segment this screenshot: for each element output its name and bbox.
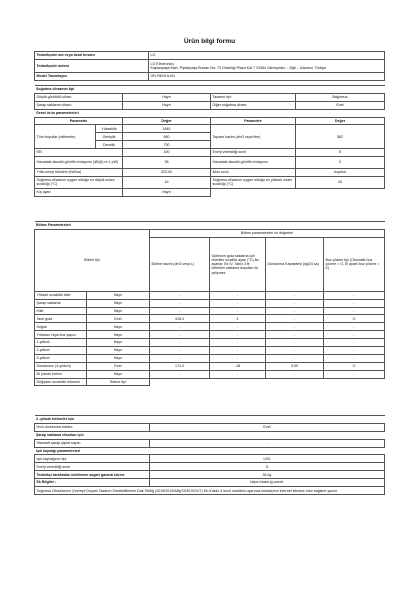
compartment-temp: - [210, 347, 266, 355]
eei-value: 100 [123, 149, 211, 157]
compartment-freeze-capacity: - [266, 307, 324, 315]
compartment-temp: - [210, 323, 266, 331]
compartment-row [35, 362, 385, 370]
compartment-defrost-type: O [324, 315, 385, 323]
col-defrost-header: Buz çözme tipi (Otomatik buz çözme = O, El ayarlı buz çözme = E) [324, 237, 385, 291]
climate-class-label: İklim sınıfı [211, 169, 296, 177]
compartment-name: Soğuk [35, 323, 87, 331]
compartment-freeze-capacity: - [266, 339, 324, 347]
wine-bottles-label: Standart şarap şişesi sayısı [35, 439, 150, 447]
winter-label: Kış ayarı [35, 188, 123, 196]
compartment-temp: - [210, 299, 266, 307]
col-param-2: Parametre [211, 117, 296, 125]
noise-class-value: C [296, 157, 385, 169]
compartment-defrost-type: - [324, 291, 385, 299]
compartment-defrost-type: - [324, 323, 385, 331]
compartment-present: Hayır [87, 291, 150, 299]
appliance-type-heading: Soğutma cihazının tipi [35, 86, 385, 94]
wine-storage-value: Hayır [123, 101, 211, 109]
compartment-temp: - [210, 291, 266, 299]
compartment-type-header: Bölme tipi [35, 229, 150, 291]
total-volume-label: Toplam hacim (dm3 veya litre) [211, 125, 296, 149]
extras-table [34, 415, 385, 495]
compartment-volume: - [150, 370, 210, 378]
compartment-present: Hayır [87, 370, 150, 378]
dim-height-value: 1840 [123, 125, 211, 133]
dim-width-value: 860 [123, 133, 211, 141]
col-freeze-header: Dondurma Kapasitesi (kg/24 sa) [266, 237, 324, 291]
compartment-name: Taze gıda [35, 315, 87, 323]
light-class-label: Enerji verimliliği sınıfı [35, 463, 150, 471]
compartment-freeze-capacity: - [266, 291, 324, 299]
supplier-name-label: Tedarikçinin adı veya ticari ünvanı [35, 52, 149, 60]
compartment-row [35, 347, 385, 355]
page-title: Ürün bilgi formu [183, 38, 236, 45]
compartment-row [35, 299, 385, 307]
energy-class-label: Enerji verimliliği sınıfı [211, 149, 296, 157]
compartment-present: Hayır [87, 354, 150, 362]
general-table [34, 85, 385, 197]
four-star-heading: 4 -yıldızlı bölmeler için [35, 416, 385, 424]
min-temp-value: 16 [123, 176, 211, 188]
low-noise-value: Hayır [123, 93, 211, 101]
quick-freeze-label: Hızlı dondurma imkânı [35, 423, 150, 431]
supplier-address-line2: Kaptanpaşa Mah. Piyalepaşa Bulvarı No: 73 Ortaklığı Plaza Kat 7 34384 Okmeydanı – Şişli – İstanbul, Türkiye [150, 65, 327, 70]
compartment-present: Hayır [87, 331, 150, 339]
compartment-freeze-capacity: - [266, 323, 324, 331]
warranty-value: 36 Ay [150, 471, 385, 479]
compartment-temp: - [210, 354, 266, 362]
supplier-name: LG [149, 52, 385, 60]
compartment-row [35, 354, 385, 362]
info-label: Ek Bilgiler : [35, 479, 150, 487]
compartment-present: Hayır [87, 323, 150, 331]
total-volume-value: 582 [296, 125, 385, 149]
dim-height-label: Yükseklik [96, 125, 123, 133]
general-heading: Genel ürün parametreleri [35, 109, 385, 117]
compartment-temp: - [210, 331, 266, 339]
low-noise-label: Düşük gürültülü cihaz: [35, 93, 123, 101]
other-appliance-value: Evet [296, 101, 385, 109]
compartment-defrost-type: - [324, 339, 385, 347]
compartment-defrost-type: - [324, 299, 385, 307]
design-type-label: Tasarım tipi: [211, 93, 296, 101]
compartment-volume: - [150, 323, 210, 331]
eei-label: EEI [35, 149, 123, 157]
warranty-label: Tedarikçi tarafından belirlenen asgari garanti süresi [35, 471, 150, 479]
compartment-volume: - [150, 331, 210, 339]
supplier-table [34, 51, 385, 81]
compartment-freeze-capacity: - [266, 347, 324, 355]
col-value-1: Değer [123, 117, 211, 125]
noise-db-label: Havadaki akustik gürültü emisyonu (dB(A) re 1 pW) [35, 157, 123, 169]
compartment-name: Yüksek sıcaklıklı kiler [35, 291, 87, 299]
compartment-temp: - [210, 307, 266, 315]
compartment-volume: 418.0 [150, 315, 210, 323]
wine-storage-label: Şarap saklama cihazı: [35, 101, 123, 109]
other-appliance-label: Diğer soğutma cihazı: [211, 101, 296, 109]
light-class-value: G [150, 463, 385, 471]
compartment-defrost-type: - [324, 370, 385, 378]
variable-spacer [150, 378, 385, 386]
compartment-freeze-capacity: 9.00 [266, 362, 324, 370]
compartment-freeze-capacity: - [266, 315, 324, 323]
annual-energy-label: Yıllık enerji tüketimi (kWh/a) [35, 169, 123, 177]
energy-class-value: E [296, 149, 385, 157]
compartment-defrost-type: O [324, 362, 385, 370]
compartment-table [34, 221, 385, 386]
design-type-value: Bağımsız [296, 93, 385, 101]
compartment-present: Evet [87, 362, 150, 370]
max-temp-label: Soğutma cihazının uygun olduğu en yüksek ortam sıcaklığı (°C) [211, 176, 296, 188]
model-value: GR-F802HLHU [149, 72, 385, 80]
compartment-freeze-capacity: - [266, 354, 324, 362]
dim-depth-label: Derinlik [96, 141, 123, 149]
compartment-present: Hayır [87, 347, 150, 355]
compartment-volume: - [150, 299, 210, 307]
col-value-2: Değer [296, 117, 385, 125]
quick-freeze-value: Evet [150, 423, 385, 431]
compartment-volume: 174.0 [150, 362, 210, 370]
supplier-address-label: Tedarikçinin adresi [35, 59, 149, 72]
compartment-present: Evet [87, 315, 150, 323]
compartment-freeze-capacity: - [266, 299, 324, 307]
compartment-temp: 4 [210, 315, 266, 323]
compartment-name: İki yıldızlı bölüm [35, 370, 87, 378]
climate-class-value: tropikal [296, 169, 385, 177]
noise-db-value: 38 [123, 157, 211, 169]
col-param-1: Parametre [35, 117, 123, 125]
compartment-row [35, 339, 385, 347]
min-temp-label: Soğutma cihazının uygun olduğu en düşük ortam sıcaklığı (°C) [35, 176, 123, 188]
compartment-temp: -18 [210, 362, 266, 370]
light-heading: Işık kaynağı parametreleri [35, 447, 385, 455]
winter-spacer [211, 188, 385, 196]
compartment-freeze-capacity: - [266, 370, 324, 378]
compartment-name: Kiler [35, 307, 87, 315]
compartment-name: Yıldızsız veya buz yapıcı [35, 331, 87, 339]
dim-depth-value: 730 [123, 141, 211, 149]
compartment-present: Hayır [87, 339, 150, 347]
compartment-name: Şarap saklama [35, 299, 87, 307]
compartment-volume: - [150, 339, 210, 347]
compartment-temp: - [210, 370, 266, 378]
compartment-row [35, 315, 385, 323]
variable-compartment-value: Bölme tipi [87, 378, 150, 386]
compartment-volume: - [150, 307, 210, 315]
variable-compartment-label: Değişken sıcaklıklı bölmesi [35, 378, 87, 386]
compartment-row [35, 307, 385, 315]
compartment-defrost-type: - [324, 354, 385, 362]
col-temp-header: Optimum gıda saklama için önerilen sıcaklık ayarı (°C) Bu ayarlar, Ek IV, Tablo 3'te belirtilen saklama koşulları ile çelişmez. [210, 237, 266, 291]
compartment-row [35, 370, 385, 378]
wine-bottles-value: - [150, 439, 385, 447]
compartment-defrost-type: - [324, 347, 385, 355]
compartment-row [35, 323, 385, 331]
info-link[interactable]: https://www.lg.com/tr [150, 479, 385, 487]
compartment-row [35, 291, 385, 299]
compartment-volume: - [150, 354, 210, 362]
compartment-heading: Bölme Parametreleri [35, 222, 385, 230]
winter-value: Hayır [123, 188, 211, 196]
light-type-label: Işık kaynağının tipi [35, 455, 150, 463]
annual-energy-value: 323.00 [123, 169, 211, 177]
model-label: Model Tanımlayıcı [35, 72, 149, 80]
compartment-defrost-type: - [324, 307, 385, 315]
compartment-present: Hayır [87, 299, 150, 307]
compartment-present: Hayır [87, 307, 150, 315]
noise-class-label: Havadaki akustik gürültü emisyonu [211, 157, 296, 169]
compartment-freeze-capacity: - [266, 331, 324, 339]
compartment-params-header: Bölme parametreleri ve değerleri [150, 229, 385, 237]
col-volume-header: Bölme hacmi (dm3 veya L) [150, 237, 210, 291]
compartment-volume: - [150, 291, 210, 299]
compartment-name: Dondurucu (4-yıldızlı) [35, 362, 87, 370]
wine-heading: Şarap saklama cihazları için [35, 431, 385, 439]
compartment-volume: - [150, 347, 210, 355]
light-type-value: LED [150, 455, 385, 463]
compartment-name: 1-yıldızlı [35, 339, 87, 347]
compartment-name: 3-yıldızlı [35, 354, 87, 362]
compartment-name: 2-yıldızlı [35, 347, 87, 355]
compartment-row [35, 331, 385, 339]
dimensions-label: Tüm boyutlar (milimetre) [35, 125, 96, 149]
supplier-address-line1: LG Electronics [150, 61, 174, 66]
dim-width-label: Genişlik [96, 133, 123, 141]
footnote: Soğutma Cihazlarının Çevreye Duyarlı Tasarım Gerekliliklerine Dair Tebliğ (2019/2019/AB)(SGM 2021/7) Ek-II'sinin 4 üncü maddesi uyarınca imalatçının internet sitesine olan bağlantı yazılır [35, 487, 385, 495]
compartment-defrost-type: - [324, 331, 385, 339]
compartment-temp: - [210, 339, 266, 347]
max-temp-value: 43 [296, 176, 385, 188]
supplier-address [149, 59, 385, 72]
